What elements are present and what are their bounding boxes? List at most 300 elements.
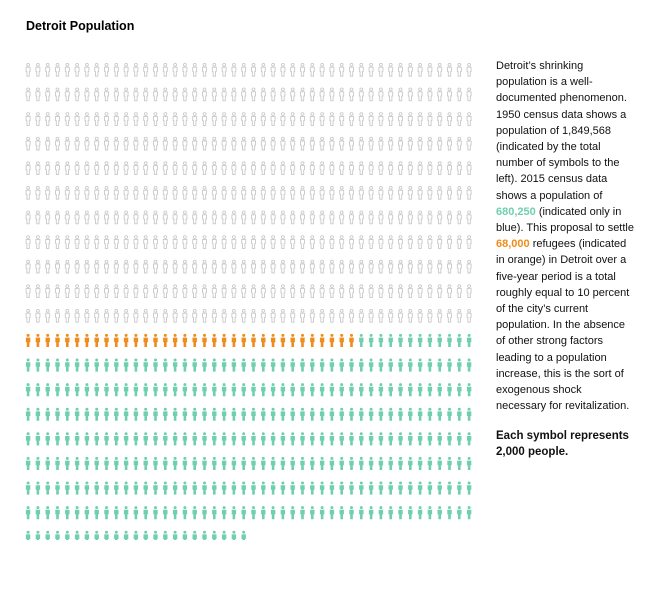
person-icon-former <box>457 63 461 76</box>
person-icon-current <box>212 482 216 495</box>
person-icon-former <box>183 113 187 126</box>
person-icon-former <box>457 137 461 150</box>
person-icon-current <box>369 506 373 519</box>
person-icon-former <box>26 113 30 126</box>
person-icon-current <box>212 506 216 519</box>
person-icon-former <box>448 309 452 322</box>
person-icon-former <box>291 162 295 175</box>
person-icon-former <box>340 285 344 298</box>
person-icon-former <box>399 236 403 249</box>
person-icon-former <box>330 63 334 76</box>
person-icon-refugees <box>26 334 30 347</box>
person-icon-current <box>153 359 157 372</box>
person-icon-former <box>438 88 442 101</box>
person-icon-former <box>212 162 216 175</box>
person-icon-former <box>222 63 226 76</box>
person-icon-former <box>350 260 354 273</box>
person-icon-former <box>261 186 265 199</box>
person-icon-current <box>104 457 108 470</box>
person-icon-former <box>222 137 226 150</box>
person-icon-current <box>271 432 275 445</box>
person-icon-former <box>95 260 99 273</box>
person-icon-former <box>379 309 383 322</box>
person-icon-current <box>95 506 99 519</box>
person-icon-former <box>85 137 89 150</box>
person-icon-former <box>36 88 40 101</box>
person-icon-former <box>310 260 314 273</box>
person-icon-former <box>418 285 422 298</box>
person-icon-current <box>202 408 206 421</box>
person-icon-former <box>399 211 403 224</box>
person-icon-current <box>183 359 187 372</box>
person-icon-current <box>242 457 246 470</box>
person-icon-former <box>154 285 158 298</box>
person-icon-refugees <box>183 334 187 347</box>
person-icon-former <box>291 113 295 126</box>
person-icon-former <box>134 113 138 126</box>
person-icon-former <box>291 63 295 76</box>
person-icon-former <box>154 186 158 199</box>
person-icon-former <box>379 162 383 175</box>
person-icon-current <box>222 506 226 519</box>
person-icon-former <box>418 236 422 249</box>
description-part-3: refugees (indicated in orange) in Detroit over a five-year period is a total roughly equal to 10 percent of the city’s current population. In the absence of other strong factors leading to a population increase, this is the sort of exogenous shock necessary for revitalization. <box>496 238 630 413</box>
person-icon-former <box>85 113 89 126</box>
person-icon-former <box>291 211 295 224</box>
person-icon-former <box>438 113 442 126</box>
person-icon-former <box>173 113 177 126</box>
person-icon-former <box>428 113 432 126</box>
person-icon-former <box>359 236 363 249</box>
person-icon-former <box>330 309 334 322</box>
person-icon-former <box>232 260 236 273</box>
person-icon-former <box>369 113 373 126</box>
person-icon-current <box>65 482 69 495</box>
person-icon-former <box>193 137 197 150</box>
person-icon-former <box>124 309 128 322</box>
person-icon-former <box>261 236 265 249</box>
person-icon-former <box>203 113 207 126</box>
person-icon-current <box>251 482 255 495</box>
person-icon-current <box>340 482 344 495</box>
person-icon-current <box>202 383 206 396</box>
person-icon-former <box>134 162 138 175</box>
person-icon-former <box>124 137 128 150</box>
person-icon-current <box>222 432 226 445</box>
person-icon-current <box>330 408 334 421</box>
person-icon-former <box>448 236 452 249</box>
person-icon-former <box>310 285 314 298</box>
person-icon-current <box>320 432 324 445</box>
person-icon-current <box>212 359 216 372</box>
person-icon-current <box>389 359 393 372</box>
person-icon-former <box>310 88 314 101</box>
person-icon-current <box>438 506 442 519</box>
person-icon-former <box>359 211 363 224</box>
person-icon-former <box>65 113 69 126</box>
person-icon-current <box>389 408 393 421</box>
person-icon-current <box>193 359 197 372</box>
person-icon-former <box>124 236 128 249</box>
person-icon-current <box>95 531 99 540</box>
person-icon-former <box>203 63 207 76</box>
person-icon-former <box>399 186 403 199</box>
person-icon-former <box>291 309 295 322</box>
description-part-2: (indicated only in blue). This proposal to settle <box>496 205 634 235</box>
person-icon-current <box>153 531 157 540</box>
person-icon-former <box>144 211 148 224</box>
person-icon-former <box>252 137 256 150</box>
person-icon-former <box>379 113 383 126</box>
person-icon-former <box>183 285 187 298</box>
person-icon-former <box>428 88 432 101</box>
person-icon-former <box>203 236 207 249</box>
person-icon-current <box>261 457 265 470</box>
person-icon-former <box>242 162 246 175</box>
person-icon-refugees <box>163 334 167 347</box>
person-icon-current <box>300 506 304 519</box>
person-icon-former <box>340 63 344 76</box>
person-icon-refugees <box>46 334 50 347</box>
person-icon-current <box>291 432 295 445</box>
person-icon-former <box>281 113 285 126</box>
person-icon-former <box>144 63 148 76</box>
person-icon-current <box>310 408 314 421</box>
person-icon-current <box>320 506 324 519</box>
person-icon-former <box>124 211 128 224</box>
person-icon-former <box>163 285 167 298</box>
person-icon-refugees <box>291 334 295 347</box>
person-icon-former <box>85 285 89 298</box>
person-icon-current <box>310 482 314 495</box>
person-icon-former <box>408 186 412 199</box>
person-icon-current <box>310 457 314 470</box>
person-icon-current <box>26 383 30 396</box>
person-icon-former <box>212 309 216 322</box>
person-icon-current <box>408 408 412 421</box>
person-icon-former <box>56 309 60 322</box>
person-icon-former <box>379 186 383 199</box>
person-icon-current <box>134 408 138 421</box>
person-icon-current <box>75 383 79 396</box>
person-icon-former <box>350 186 354 199</box>
person-icon-former <box>56 186 60 199</box>
person-icon-former <box>36 186 40 199</box>
person-icon-current <box>389 334 393 347</box>
person-icon-current <box>144 482 148 495</box>
person-icon-former <box>359 162 363 175</box>
person-icon-current <box>124 506 128 519</box>
person-icon-former <box>56 162 60 175</box>
person-icon-former <box>242 113 246 126</box>
person-icon-current <box>438 408 442 421</box>
person-icon-former <box>222 88 226 101</box>
person-icon-refugees <box>242 334 246 347</box>
person-icon-former <box>203 162 207 175</box>
person-icon-former <box>399 88 403 101</box>
person-icon-current <box>330 457 334 470</box>
person-icon-current <box>153 506 157 519</box>
person-icon-former <box>46 186 50 199</box>
person-icon-current <box>447 359 451 372</box>
person-icon-current <box>398 506 402 519</box>
person-icon-current <box>26 432 30 445</box>
person-icon-former <box>183 63 187 76</box>
person-icon-refugees <box>193 334 197 347</box>
person-icon-former <box>379 137 383 150</box>
person-icon-former <box>95 162 99 175</box>
person-icon-former <box>252 260 256 273</box>
person-icon-former <box>163 186 167 199</box>
person-icon-current <box>114 359 118 372</box>
person-icon-current <box>369 457 373 470</box>
person-icon-former <box>281 309 285 322</box>
person-icon-former <box>448 260 452 273</box>
person-icon-former <box>75 211 79 224</box>
person-icon-current <box>232 408 236 421</box>
person-icon-current <box>349 482 353 495</box>
person-icon-former <box>399 162 403 175</box>
person-icon-former <box>301 186 305 199</box>
person-icon-current <box>330 432 334 445</box>
person-icon-former <box>350 236 354 249</box>
person-icon-current <box>183 383 187 396</box>
person-icon-current <box>153 432 157 445</box>
person-icon-current <box>134 359 138 372</box>
person-icon-former <box>36 260 40 273</box>
person-icon-former <box>65 88 69 101</box>
person-icon-former <box>330 285 334 298</box>
person-icon-current <box>300 383 304 396</box>
person-icon-former <box>75 113 79 126</box>
person-icon-former <box>105 88 109 101</box>
person-icon-current <box>222 408 226 421</box>
person-icon-former <box>281 137 285 150</box>
person-icon-former <box>408 236 412 249</box>
person-icon-former <box>281 63 285 76</box>
person-icon-former <box>212 236 216 249</box>
person-icon-former <box>114 236 118 249</box>
person-icon-current <box>242 531 246 540</box>
person-icon-former <box>242 137 246 150</box>
person-icon-former <box>75 162 79 175</box>
person-icon-former <box>114 162 118 175</box>
person-icon-former <box>399 260 403 273</box>
person-icon-former <box>281 162 285 175</box>
person-icon-former <box>212 88 216 101</box>
person-icon-former <box>310 113 314 126</box>
person-icon-former <box>222 113 226 126</box>
person-icon-former <box>144 162 148 175</box>
person-icon-former <box>242 88 246 101</box>
person-icon-former <box>56 113 60 126</box>
person-icon-current <box>291 506 295 519</box>
person-icon-former <box>448 63 452 76</box>
person-icon-current <box>359 334 363 347</box>
person-icon-current <box>457 506 461 519</box>
person-icon-current <box>447 383 451 396</box>
person-icon-former <box>46 63 50 76</box>
person-icon-former <box>232 113 236 126</box>
person-icon-current <box>144 383 148 396</box>
person-icon-former <box>330 113 334 126</box>
person-icon-former <box>232 211 236 224</box>
person-icon-former <box>114 113 118 126</box>
person-icon-refugees <box>85 334 89 347</box>
person-icon-current <box>36 432 40 445</box>
person-icon-former <box>271 211 275 224</box>
person-icon-refugees <box>271 334 275 347</box>
person-icon-former <box>448 186 452 199</box>
person-icon-current <box>418 432 422 445</box>
person-icon-former <box>75 137 79 150</box>
person-icon-current <box>330 506 334 519</box>
person-icon-former <box>330 260 334 273</box>
person-icon-former <box>212 186 216 199</box>
person-icon-current <box>134 432 138 445</box>
person-icon-former <box>448 137 452 150</box>
person-icon-current <box>320 457 324 470</box>
person-icon-former <box>242 285 246 298</box>
person-icon-current <box>55 359 59 372</box>
person-icon-current <box>193 408 197 421</box>
person-icon-refugees <box>153 334 157 347</box>
person-icon-former <box>252 162 256 175</box>
person-icon-former <box>95 88 99 101</box>
person-icon-former <box>154 309 158 322</box>
person-icon-current <box>379 506 383 519</box>
person-icon-former <box>418 162 422 175</box>
person-icon-current <box>369 408 373 421</box>
current-population-value: 680,250 <box>496 205 536 218</box>
person-icon-current <box>291 408 295 421</box>
person-icon-former <box>359 137 363 150</box>
person-icon-former <box>350 162 354 175</box>
person-icon-former <box>301 63 305 76</box>
person-icon-former <box>271 63 275 76</box>
person-icon-former <box>399 63 403 76</box>
person-icon-current <box>144 432 148 445</box>
person-icon-current <box>104 359 108 372</box>
person-icon-current <box>95 432 99 445</box>
person-icon-former <box>399 113 403 126</box>
person-icon-former <box>320 211 324 224</box>
person-icon-former <box>85 162 89 175</box>
person-icon-former <box>173 63 177 76</box>
person-icon-former <box>310 137 314 150</box>
person-icon-former <box>271 162 275 175</box>
person-icon-former <box>105 285 109 298</box>
person-icon-current <box>418 359 422 372</box>
person-icon-former <box>252 113 256 126</box>
person-icon-refugees <box>114 334 118 347</box>
person-icon-former <box>95 236 99 249</box>
person-icon-current <box>46 383 50 396</box>
person-icon-former <box>428 211 432 224</box>
person-icon-current <box>281 457 285 470</box>
person-icon-current <box>173 506 177 519</box>
person-icon-former <box>163 88 167 101</box>
person-icon-former <box>379 211 383 224</box>
person-icon-current <box>261 506 265 519</box>
person-icon-current <box>271 408 275 421</box>
person-icon-former <box>408 63 412 76</box>
person-icon-current <box>349 457 353 470</box>
person-icon-current <box>291 457 295 470</box>
person-icon-former <box>203 186 207 199</box>
person-icon-former <box>369 236 373 249</box>
person-icon-current <box>104 432 108 445</box>
person-icon-former <box>399 285 403 298</box>
person-icon-former <box>65 236 69 249</box>
person-icon-former <box>46 211 50 224</box>
person-icon-former <box>467 88 471 101</box>
person-icon-former <box>340 88 344 101</box>
person-icon-former <box>428 63 432 76</box>
person-icon-former <box>212 285 216 298</box>
person-icon-former <box>154 137 158 150</box>
person-icon-current <box>36 506 40 519</box>
person-icon-current <box>124 531 128 540</box>
person-icon-former <box>320 236 324 249</box>
person-icon-former <box>261 137 265 150</box>
person-icon-current <box>124 408 128 421</box>
person-icon-former <box>242 260 246 273</box>
person-icon-former <box>134 309 138 322</box>
person-icon-current <box>163 482 167 495</box>
person-icon-former <box>95 63 99 76</box>
person-icon-refugees <box>251 334 255 347</box>
person-icon-former <box>261 285 265 298</box>
person-icon-current <box>408 383 412 396</box>
person-icon-current <box>369 383 373 396</box>
person-icon-current <box>389 432 393 445</box>
person-icon-former <box>408 211 412 224</box>
person-icon-former <box>65 162 69 175</box>
person-icon-current <box>202 531 206 540</box>
person-icon-former <box>163 236 167 249</box>
person-icon-former <box>359 309 363 322</box>
person-icon-former <box>222 211 226 224</box>
person-icon-current <box>251 383 255 396</box>
person-icon-current <box>193 383 197 396</box>
person-icon-current <box>36 531 40 540</box>
person-icon-former <box>252 186 256 199</box>
person-icon-former <box>114 309 118 322</box>
person-icon-current <box>467 457 471 470</box>
person-icon-current <box>26 359 30 372</box>
person-icon-former <box>144 137 148 150</box>
person-icon-current <box>438 334 442 347</box>
person-icon-former <box>457 186 461 199</box>
person-icon-current <box>281 359 285 372</box>
person-icon-current <box>300 457 304 470</box>
person-icon-former <box>193 309 197 322</box>
person-icon-current <box>438 359 442 372</box>
person-icon-former <box>252 63 256 76</box>
person-icon-current <box>134 383 138 396</box>
person-icon-refugees <box>281 334 285 347</box>
person-icon-former <box>301 113 305 126</box>
person-icon-current <box>428 408 432 421</box>
person-icon-former <box>46 309 50 322</box>
person-icon-current <box>398 359 402 372</box>
person-icon-current <box>183 506 187 519</box>
person-icon-former <box>134 285 138 298</box>
person-icon-former <box>467 309 471 322</box>
person-icon-current <box>173 383 177 396</box>
person-icon-former <box>252 236 256 249</box>
